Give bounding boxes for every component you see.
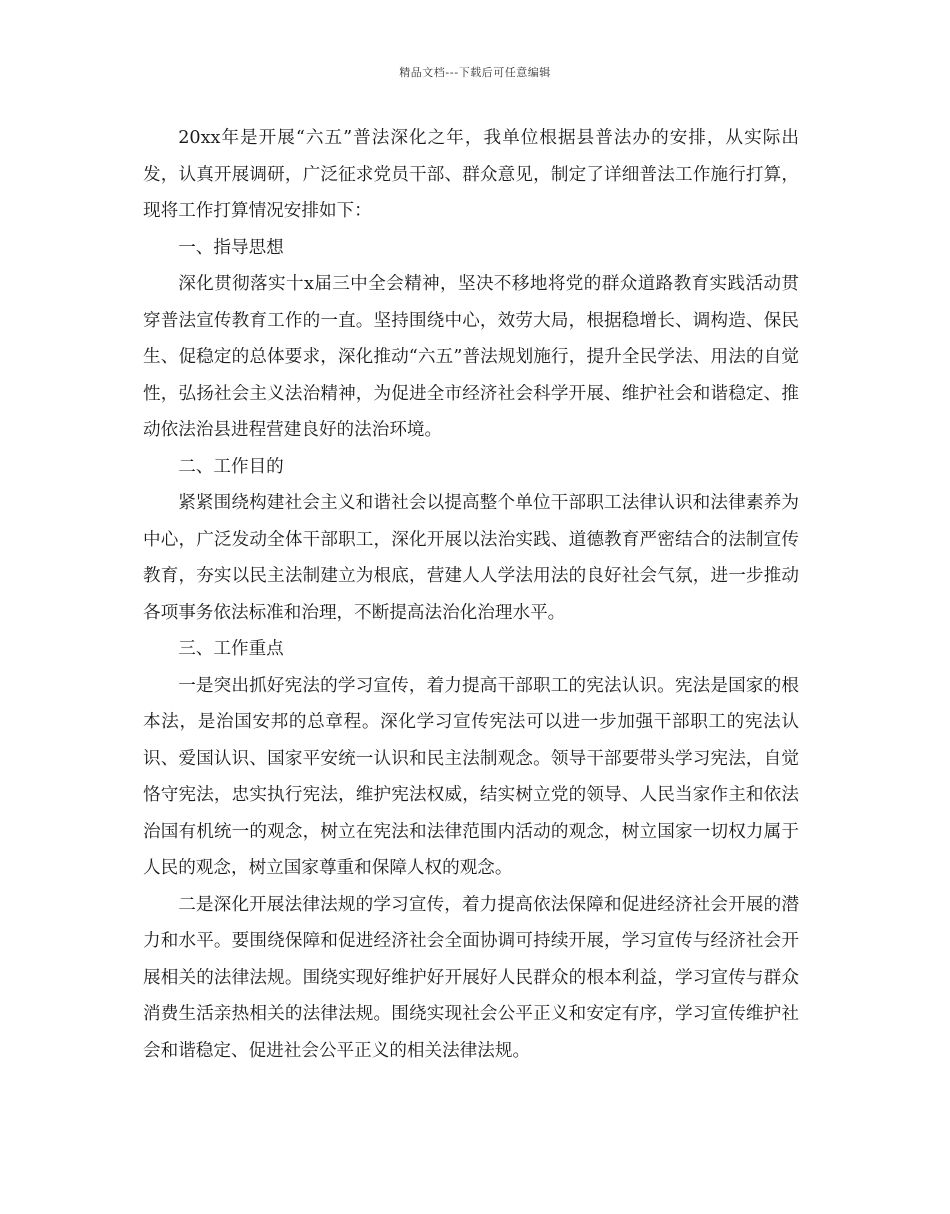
section-heading-guiding-ideology: 一、指导思想: [178, 237, 284, 258]
section-heading-work-objectives: 二、工作目的: [178, 456, 284, 477]
paragraph-work-objectives: 紧紧围绕构建社会主义和谐社会以提高整个单位干部职工法律认识和法律素养为中心，广泛发动全体干部职工，深化开展以法治实践、道德教育严密结合的法制宣传教育，夯实以民主法制建立为根底，营建人人学法用法的良好社会气氛，进一步推动各项事务依法标准和治理，不断提高法治化治理水平。: [143, 493, 799, 623]
page-header: 精品文档---下载后可任意编辑: [399, 66, 551, 79]
paragraph-constitution-study: 一是突出抓好宪法的学习宣传，着力提高干部职工的宪法认识。宪法是国家的根本法，是治国安邦的总章程。深化学习宣传宪法可以进一步加强干部职工的宪法认识、爱国认识、国家平安统一认识和民主法制观念。领导干部要带头学习宪法，自觉恪守宪法，忠实执行宪法，维护宪法权威，结实树立党的领导、人民当家作主和依法治国有机统一的观念，树立在宪法和法律范围内活动的观念，树立国家一切权力属于人民的观念，树立国家尊重和保障人权的观念。: [143, 675, 799, 878]
paragraph-laws-study: 二是深化开展法律法规的学习宣传，着力提高依法保障和促进经济社会开展的潜力和水平。要围绕保障和促进经济社会全面协调可持续开展，学习宣传与经济社会开展相关的法律法规。围绕实现好维护好开展好人民群众的根本利益，学习宣传与群众消费生活亲热相关的法律法规。围绕实现社会公平正义和安定有序，学习宣传维护社会和谐稳定、促进社会公平正义的相关法律法规。: [143, 894, 799, 1061]
intro-paragraph: 20xx年是开展“六五”普法深化之年，我单位根据县普法办的安排，从实际出发，认真开展调研，广泛征求党员干部、群众意见，制定了详细普法工作施行打算，现将工作打算情况安排如下：: [143, 128, 799, 221]
document-body: [143, 120, 799, 1069]
section-heading-work-focus: 三、工作重点: [178, 639, 284, 659]
paragraph-guiding-ideology: 深化贯彻落实十x届三中全会精神，坚决不移地将党的群众道路教育实践活动贯穿普法宣传教育工作的一直。坚持围绕中心，效劳大局，根据稳增长、调构造、保民生、促稳定的总体要求，深化推动“六五”普法规划施行，提升全民学法、用法的自觉性，弘扬社会主义法治精神，为促进全市经济社会科学开展、维护社会和谐稳定、推动依法治县进程营建良好的法治环境。: [143, 274, 799, 440]
